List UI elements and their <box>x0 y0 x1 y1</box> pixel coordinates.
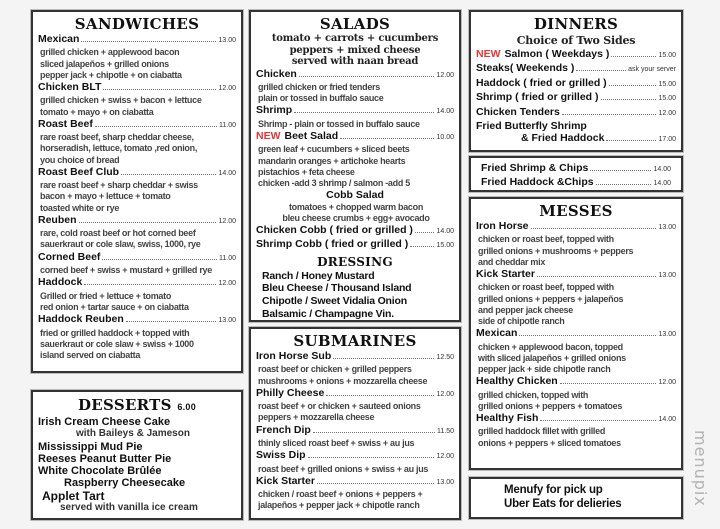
dot-leader <box>531 221 657 229</box>
item-description: and pepper jack cheese <box>478 304 573 315</box>
dinners-subtitle: Choice of Two Sides <box>516 34 636 47</box>
item-description: plain or tossed in buffalo sauce <box>258 93 384 104</box>
item-description: roast beef or chicken + grilled peppers <box>258 364 412 375</box>
item-price: 13.00 <box>658 331 676 339</box>
item-price: 14.00 <box>653 166 671 173</box>
item-description: pepper jack + chipotle + on ciabatta <box>40 69 182 80</box>
dessert-item: Raspberry Cheesecake <box>64 477 186 490</box>
item-name: Iron Horse <box>476 220 529 232</box>
item-name: Roast Beef Club <box>38 165 120 178</box>
dessert-item: Irish Cream Cheese Cake <box>38 416 171 428</box>
item-price: 12.00 <box>218 85 236 93</box>
item-description: toasted white or rye <box>40 202 120 213</box>
sandwiches-items <box>38 33 236 361</box>
item-price: 13.00 <box>658 224 676 231</box>
menu-item-row <box>481 176 671 190</box>
menu-item-row <box>476 132 676 146</box>
item-description: rare, cold roast beef or hot corned beef <box>40 228 196 239</box>
item-price: 12.00 <box>436 71 454 79</box>
desserts-price: 6.00 <box>177 402 197 412</box>
item-description: chicken or roast beef, topped with <box>478 282 614 293</box>
item-name: Healthy Fish <box>476 412 539 425</box>
item-price: 13.00 <box>436 478 454 486</box>
item-name: French Dip <box>256 423 311 436</box>
menu-item-row <box>38 276 236 290</box>
salads-items <box>256 68 454 190</box>
item-name: Chicken Tenders <box>476 105 560 118</box>
item-description: grilled onions + peppers + tomatoes <box>478 400 623 411</box>
dressing-option: Bleu Cheese / Thousand Island <box>262 282 412 295</box>
item-name: Mexican <box>38 33 80 45</box>
messes-items <box>476 220 676 449</box>
item-name: Roast Beef <box>38 117 93 130</box>
menu-item-row <box>38 166 236 180</box>
cobb-desc: bleu cheese crumbs + egg+ avocado <box>282 212 430 223</box>
dot-leader <box>313 425 435 433</box>
item-price: 12.00 <box>218 280 236 288</box>
item-price: 15.00 <box>436 242 454 250</box>
item-price: 10.00 <box>436 133 454 141</box>
item-description: green leaf + cucumbers + sliced beets <box>258 144 410 155</box>
item-price: 12.00 <box>436 390 454 398</box>
item-price: 11.00 <box>219 121 236 129</box>
item-description: fried or grilled haddock + topped with <box>40 327 190 338</box>
item-name: Fried Shrimp & Chips <box>481 162 589 174</box>
item-name: Steaks( Weekends ) <box>476 62 575 75</box>
dot-leader <box>103 82 216 90</box>
dot-leader <box>126 314 217 322</box>
item-name: Chicken Cobb ( fried or grilled ) <box>256 223 413 236</box>
item-price: 17.00 <box>658 136 676 144</box>
menu-item-row <box>38 33 236 47</box>
dot-leader <box>95 119 217 127</box>
item-name: Shrimp Cobb ( fried or grilled ) <box>256 238 409 251</box>
dressing-option: Chipotle / Sweet Vidalia Onion <box>262 294 407 307</box>
cobb-heading: Cobb Salad <box>326 189 384 202</box>
menu-item-row <box>476 48 676 62</box>
item-name: Fried Haddock &Chips <box>481 176 594 189</box>
item-name: Chicken BLT <box>38 81 102 94</box>
item-description: Grilled or fried + lettuce + tomato <box>40 290 172 301</box>
item-price: 15.00 <box>658 95 676 103</box>
dessert-item: White Chocolate Brûlée <box>38 465 162 478</box>
salads-intro: tomato + carrots + cucumbers <box>271 33 439 44</box>
desserts-title: DESSERTS <box>77 396 172 414</box>
dot-leader <box>333 351 434 359</box>
item-name: Shrimp ( fried or grilled ) <box>476 91 599 104</box>
menu-item-row <box>38 214 236 228</box>
item-name: Chicken <box>256 67 297 80</box>
item-name: Swiss Dip <box>256 449 306 462</box>
item-price: 12.00 <box>218 217 236 225</box>
menu-item-row <box>476 91 676 105</box>
item-description: grilled chicken + swiss + bacon + lettuce <box>40 95 202 106</box>
item-description: onions + peppers + sliced tomatoes <box>478 437 621 448</box>
menu-item-row <box>38 81 236 95</box>
menu-item-row <box>256 350 454 364</box>
menu-item-row <box>256 424 454 438</box>
dot-leader <box>340 131 434 139</box>
item-price: 12.00 <box>658 109 676 117</box>
menu-item-row <box>256 387 454 401</box>
menu-item-row <box>476 220 676 234</box>
dot-leader <box>102 252 217 260</box>
item-description: roast beef + or chicken + sauteed onions <box>258 401 421 412</box>
item-description: rare roast beef, sharp cheddar cheese, <box>40 132 194 143</box>
item-name: Corned Beef <box>38 250 101 263</box>
item-description: chicken + applewood bacon, topped <box>478 341 623 352</box>
salads-section <box>249 10 461 322</box>
salads-intro: peppers + mixed cheese <box>289 44 421 56</box>
menu-item-row <box>476 106 676 120</box>
menu-item-row <box>38 313 236 327</box>
item-name: Haddock ( fried or grilled ) <box>476 76 607 89</box>
item-name: Philly Cheese <box>256 386 325 399</box>
sandwiches-heading: SANDWICHES <box>74 15 200 33</box>
menu-item-row <box>256 449 454 463</box>
dot-leader <box>606 133 656 141</box>
item-name: Haddock <box>38 276 83 289</box>
item-description: side of chipotle ranch <box>478 316 565 327</box>
dessert-item: Mississippi Mud Pie <box>38 440 143 453</box>
dressing-heading: DRESSING <box>317 254 393 269</box>
item-price: 12.00 <box>436 453 454 461</box>
item-price: 14.00 <box>436 108 454 116</box>
item-description: rare roast beef + sharp cheddar + swiss <box>40 180 198 191</box>
dessert-item: Applet Tart <box>42 488 105 503</box>
item-name: Haddock Reuben <box>38 313 124 326</box>
item-price: 11.50 <box>437 427 454 435</box>
dot-leader <box>560 376 657 384</box>
dot-leader <box>308 450 435 458</box>
ordering-section <box>469 477 683 519</box>
item-price: 15.00 <box>658 52 676 59</box>
item-description: and cheddar mix <box>478 256 546 267</box>
messes-heading: MESSES <box>539 202 613 220</box>
dot-leader <box>537 269 657 277</box>
dressing-option: Balsamic / Champagne Vin. <box>262 307 394 320</box>
dot-leader <box>562 107 657 115</box>
item-description: you choice of bread <box>40 154 120 165</box>
new-badge: NEW <box>256 129 281 142</box>
item-description: horseradish, lettuce, tomato ,red onion, <box>40 143 198 154</box>
item-description: corned beef + swiss + mustard + grilled rye <box>40 265 212 276</box>
submarines-section <box>249 327 461 520</box>
item-description: island served on ciabatta <box>40 349 141 360</box>
dot-leader <box>596 177 652 185</box>
menu-item-row <box>476 375 676 389</box>
salads-heading: SALADS <box>319 15 391 33</box>
desserts-list <box>38 416 236 514</box>
dot-leader <box>576 63 626 71</box>
item-name: Reuben <box>38 213 77 226</box>
item-description: grilled chicken + applewood bacon <box>40 47 180 58</box>
dot-leader <box>326 388 434 396</box>
item-price: 14.00 <box>436 227 454 235</box>
item-description: Shrimp - plain or tossed in buffalo sauce <box>258 118 420 129</box>
menu-item-row <box>476 327 676 341</box>
menu-item-row <box>256 104 454 118</box>
item-description: sliced jalapeños + grilled onions <box>40 58 169 69</box>
item-description: grilled haddock fillet with grilled <box>478 426 606 437</box>
item-price: 13.00 <box>218 37 236 44</box>
item-description: peppers + mozzarella cheese <box>258 412 375 423</box>
salads-intro: served with naan bread <box>291 56 419 67</box>
item-name: & Fried Haddock <box>521 132 605 145</box>
item-description: chicken / roast beef + onions + peppers + <box>258 489 423 500</box>
item-description: thinly sliced roast beef + swiss + au jus <box>258 438 415 449</box>
item-description: sauerkraut or cole slaw + swiss + 1000 <box>40 338 194 349</box>
menu-item-row <box>256 238 454 252</box>
item-description: mushrooms + onions + mozzarella cheese <box>258 375 428 386</box>
messes-section <box>469 197 683 470</box>
uber-eats-delivery: Uber Eats for delieries <box>504 497 622 510</box>
dot-leader <box>601 92 657 100</box>
item-description: roast beef + grilled onions + swiss + au jus <box>258 463 429 474</box>
item-price: 12.00 <box>658 379 676 387</box>
dot-leader <box>79 215 217 223</box>
menu-item-row <box>476 268 676 282</box>
dot-leader <box>415 225 435 233</box>
desserts-heading <box>38 396 236 416</box>
cobb-desc: tomatoes + chopped warm bacon <box>288 201 424 212</box>
menu-item-row <box>476 77 676 91</box>
item-description: mandarin oranges + artichoke hearts <box>258 155 406 166</box>
dressing-option: Ranch / Honey Mustard <box>262 269 375 282</box>
submarines-items <box>256 350 454 512</box>
item-price: 14.00 <box>653 180 671 188</box>
fish-chips-items <box>481 162 671 191</box>
dot-leader <box>84 277 216 285</box>
item-description: pepper jack + side chipotle ranch <box>478 364 611 375</box>
item-price: 14.00 <box>658 416 676 424</box>
item-price: ask your server <box>628 66 676 74</box>
item-price: 13.00 <box>658 272 676 280</box>
item-price: 11.00 <box>219 254 236 262</box>
sandwiches-section <box>31 10 243 373</box>
dot-leader <box>590 163 651 171</box>
dot-leader <box>121 167 216 175</box>
dot-leader <box>611 49 656 57</box>
item-name: Kick Starter <box>256 474 315 487</box>
item-description: chicken or roast beef, topped with <box>478 234 614 245</box>
item-price: 14.00 <box>218 169 236 177</box>
dot-leader <box>299 69 435 77</box>
item-description: bacon + mayo + lettuce + tomato <box>40 191 171 202</box>
item-description: red onion + tartar sauce + on ciabatta <box>40 301 189 312</box>
menu-item-row <box>38 118 236 132</box>
item-description: jalapeños + pepper jack + chipotle ranch <box>258 500 420 511</box>
menu-item-row <box>481 162 671 176</box>
item-name: Iron Horse Sub <box>256 350 332 362</box>
dot-leader <box>294 105 434 113</box>
menu-item-row <box>476 412 676 426</box>
cobb-items <box>256 224 454 253</box>
item-description: sauerkraut or cole slaw, swiss, 1000, rye <box>40 239 201 250</box>
item-description: chicken -add 3 shrimp / salmon -add 5 <box>258 177 410 188</box>
item-name: Shrimp <box>256 104 293 117</box>
menu-item-row <box>476 62 676 76</box>
new-badge: NEW <box>476 48 501 60</box>
menu-item-row <box>476 120 676 132</box>
item-price: 12.50 <box>436 354 454 361</box>
item-description: grilled onions + peppers + jalapeños <box>478 293 624 304</box>
item-description: with sliced jalapeños + grilled onions <box>478 352 626 363</box>
dinners-items <box>476 48 676 147</box>
item-name: Salmon ( Weekdays ) <box>504 48 610 60</box>
dessert-item: Reeses Peanut Butter Pie <box>38 452 172 465</box>
dot-leader <box>81 34 216 42</box>
item-price: 13.00 <box>218 317 236 325</box>
menu-item-row <box>256 68 454 82</box>
item-name: Fried Butterfly Shrimp <box>476 120 587 133</box>
item-name: Beet Salad <box>284 129 339 142</box>
menufy-pickup: Menufy for pick up <box>504 484 603 496</box>
dot-leader <box>519 328 656 336</box>
watermark: menupix <box>691 430 710 507</box>
item-price: 15.00 <box>658 80 676 88</box>
item-description: pistachios + feta cheese <box>258 166 355 177</box>
dot-leader <box>540 413 656 421</box>
menu-item-row <box>256 475 454 489</box>
dinners-heading: DINNERS <box>533 15 619 33</box>
dot-leader <box>410 239 434 247</box>
menu-item-row <box>256 224 454 238</box>
item-description: grilled chicken, topped with <box>478 389 589 400</box>
item-name: Healthy Chicken <box>476 375 558 388</box>
item-description: grilled chicken or fried tenders <box>258 81 380 92</box>
item-name: Kick Starter <box>476 268 535 281</box>
menu-item-row <box>38 251 236 265</box>
desserts-section <box>31 390 243 520</box>
menu-item-row <box>256 130 454 144</box>
submarines-heading: SUBMARINES <box>293 332 417 350</box>
dessert-note: with Baileys & Jameson <box>76 428 190 440</box>
item-description: grilled onions + mushrooms + peppers <box>478 245 634 256</box>
item-description: tomato + mayo + on ciabatta <box>40 106 154 117</box>
dot-leader <box>609 78 657 86</box>
dinners-section <box>469 10 683 152</box>
item-name: Mexican <box>476 327 518 340</box>
dessert-note: served with vanilla ice cream <box>60 502 198 514</box>
dot-leader <box>317 476 435 484</box>
fish-chips-section <box>469 156 683 192</box>
